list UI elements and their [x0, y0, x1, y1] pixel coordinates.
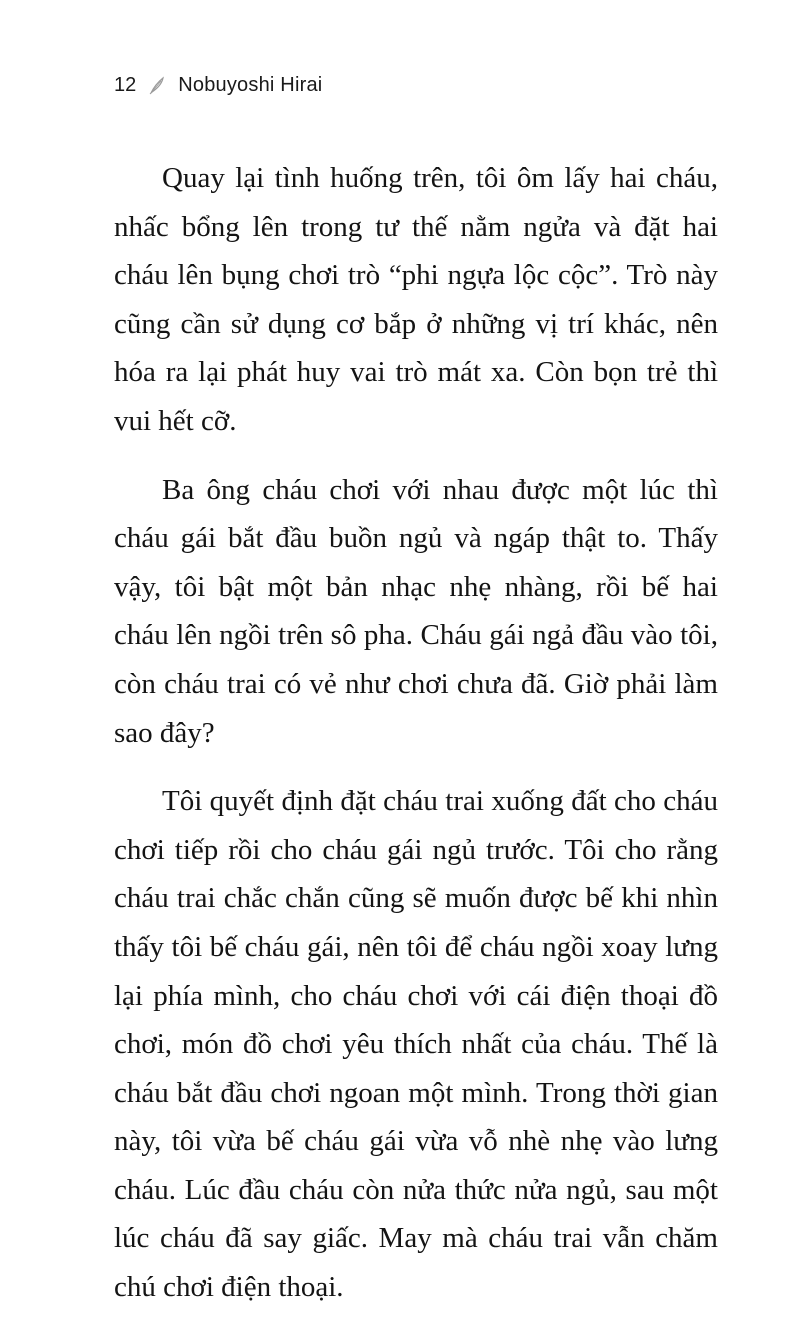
page-body — [114, 154, 718, 1332]
feather-icon — [146, 75, 168, 97]
author-name: Nobuyoshi Hirai — [178, 74, 323, 96]
paragraph-1: Quay lại tình huống trên, tôi ôm lấy hai cháu, nhấc bổng lên trong tư thế nằm ngửa và đặt hai cháu lên bụng chơi trò “phi ngựa lộc cộc”. Trò này cũng cần sử dụng cơ bắp ở những vị trí khác, nên hóa ra lại phát huy vai trò mát xa. Còn bọn trẻ thì vui hết cỡ. — [114, 162, 718, 437]
paragraph-3: Tôi quyết định đặt cháu trai xuống đất cho cháu chơi tiếp rồi cho cháu gái ngủ trước. Tôi cho rằng cháu trai chắc chắn cũng sẽ muốn được bế khi nhìn thấy tôi bế cháu gái, nên tôi để cháu ngồi xoay lưng lại phía mình, cho cháu chơi với cái điện thoại đồ chơi, món đồ chơi yêu thích nhất của cháu. Thế là cháu bắt đầu chơi ngoan một mình. Trong thời gian này, tôi vừa bế cháu gái vừa vỗ nhè nhẹ vào lưng cháu. Lúc đầu cháu còn nửa thức nửa ngủ, sau một lúc cháu đã say giấc. May mà cháu trai vẫn chăm chú chơi điện thoại. — [114, 785, 718, 1304]
page-number: 12 — [114, 74, 137, 96]
paragraph-2: Ba ông cháu chơi với nhau được một lúc thì cháu gái bắt đầu buồn ngủ và ngáp thật to. Thấy vậy, tôi bật một bản nhạc nhẹ nhàng, rồi bế hai cháu lên ngồi trên sô pha. Cháu gái ngả đầu vào tôi, còn cháu trai có vẻ như chơi chưa đã. Giờ phải làm sao đây? — [114, 473, 718, 749]
running-header — [114, 74, 322, 97]
